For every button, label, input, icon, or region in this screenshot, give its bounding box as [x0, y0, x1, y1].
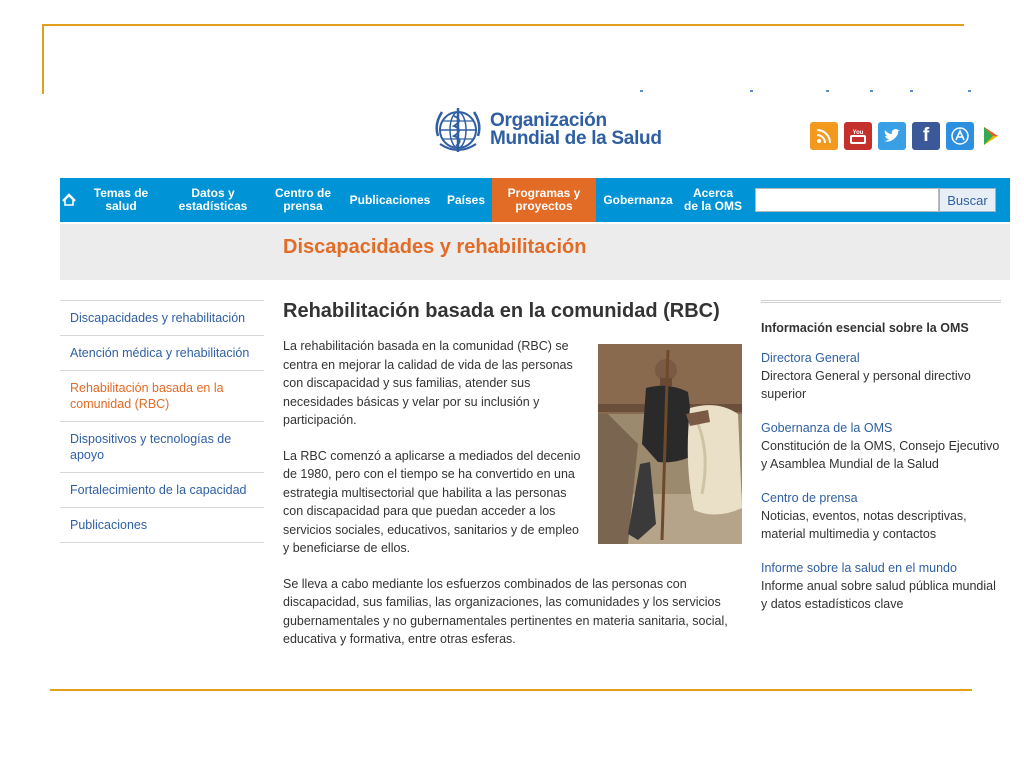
home-button[interactable] [60, 178, 78, 222]
nav-gobernanza[interactable]: Gobernanza [603, 192, 673, 207]
sidebar-item-atencion-medica[interactable]: Atención médica y rehabilitación [60, 336, 264, 371]
who-emblem-icon [430, 102, 486, 158]
article-paragraph: La RBC comenzó a aplicarse a mediados del decenio de 1980, pero con el tiempo se ha convertido en una estrategia multisectorial que habilita a las personas con discapacidad para que puedan acceder a los servicios sociales, educativos, sanitarios y de empleo y beneficiarse de ellos. [283, 448, 581, 555]
essential-info-description: Noticias, eventos, notas descriptivas, material multimedia y contactos [761, 509, 967, 541]
essential-info-description: Informe anual sobre salud pública mundial y datos estadísticos clave [761, 579, 996, 611]
nav-publicaciones[interactable]: Publicaciones [349, 192, 431, 207]
essential-info-panel [761, 300, 1001, 629]
nav-acerca-de-la-oms[interactable]: Acerca de la OMS [683, 186, 742, 213]
sidebar-item-fortalecimiento[interactable]: Fortalecimiento de la capacidad [60, 473, 264, 508]
essential-info-block [761, 559, 1001, 613]
social-media-links [810, 122, 1002, 154]
nav-paises[interactable]: Países [446, 192, 486, 207]
page-title-band [60, 224, 1010, 280]
essential-info-block [761, 349, 1001, 403]
centro-de-prensa-link[interactable]: Centro de prensa [761, 491, 858, 505]
slide-frame-bottom-line [50, 689, 972, 691]
svg-text:You: You [852, 130, 864, 136]
facebook-icon[interactable]: f [912, 122, 940, 150]
essential-info-description: Directora General y personal directivo superior [761, 369, 971, 401]
gobernanza-oms-link[interactable]: Gobernanza de la OMS [761, 421, 893, 435]
article-paragraph: La rehabilitación basada en la comunidad (RBC) se centra en mejorar la calidad de vida de las personas con discapacidad y sus familias, atender sus necesidades básicas y velar por su inclusión y participación. [283, 339, 573, 427]
sidebar-item-publicaciones[interactable]: Publicaciones [60, 508, 264, 543]
sidebar-item-dispositivos[interactable]: Dispositivos y tecnologías de apoyo [60, 422, 264, 473]
directora-general-link[interactable]: Directora General [761, 351, 860, 365]
cropped-link-fragments [620, 90, 980, 94]
article-paragraph: Se lleva a cabo mediante los esfuerzos combinados de las personas con discapacidad, sus familias, las organizaciones, las comunidades y los servicios gubernamentales y no gubernamentales pertinentes en materia sanitaria, social, educativa y formativa, entre otras esferas. [283, 576, 728, 646]
youtube-icon[interactable] [844, 122, 872, 150]
nav-temas-de-salud[interactable]: Temas de salud [93, 186, 149, 213]
nav-datos-y-estadisticas[interactable]: Datos y estadísticas [178, 186, 248, 213]
home-icon [62, 193, 76, 207]
twitter-icon[interactable] [878, 122, 906, 150]
organization-name-line1: Organización [490, 110, 607, 131]
slide-frame-left-line [42, 24, 44, 94]
page-title: Discapacidades y rehabilitación [283, 236, 587, 258]
who-logo[interactable] [430, 102, 662, 160]
essential-info-block [761, 419, 1001, 473]
sidebar-item-rbc[interactable]: Rehabilitación basada en la comunidad (RBC) [60, 371, 264, 422]
search-button[interactable]: Buscar [939, 188, 996, 212]
rbc-photo [598, 344, 742, 544]
essential-info-heading: Información esencial sobre la OMS [761, 321, 969, 335]
organization-name-line2: Mundial de la Salud [490, 128, 662, 149]
article-title: Rehabilitación basada en la comunidad (RBC) [283, 300, 720, 322]
nav-programas-y-proyectos[interactable]: Programas y proyectos [492, 178, 596, 222]
main-navigation [60, 178, 1010, 222]
slide-frame-top-line [42, 24, 964, 26]
essential-info-description: Constitución de la OMS, Consejo Ejecutivo y Asamblea Mundial de la Salud [761, 439, 1000, 471]
sidebar-item-discapacidades[interactable]: Discapacidades y rehabilitación [60, 301, 264, 336]
sidebar-navigation [60, 300, 264, 543]
essential-info-block [761, 489, 1001, 543]
who-webpage [60, 94, 1010, 684]
rss-icon[interactable] [810, 122, 838, 150]
search-form [755, 188, 1000, 212]
organization-name [490, 112, 662, 148]
nav-centro-de-prensa[interactable]: Centro de prensa [274, 186, 331, 213]
informe-salud-mundo-link[interactable]: Informe sobre la salud en el mundo [761, 561, 957, 575]
google-play-icon[interactable] [980, 122, 1002, 150]
search-input[interactable] [755, 188, 939, 212]
app-store-icon[interactable] [946, 122, 974, 150]
